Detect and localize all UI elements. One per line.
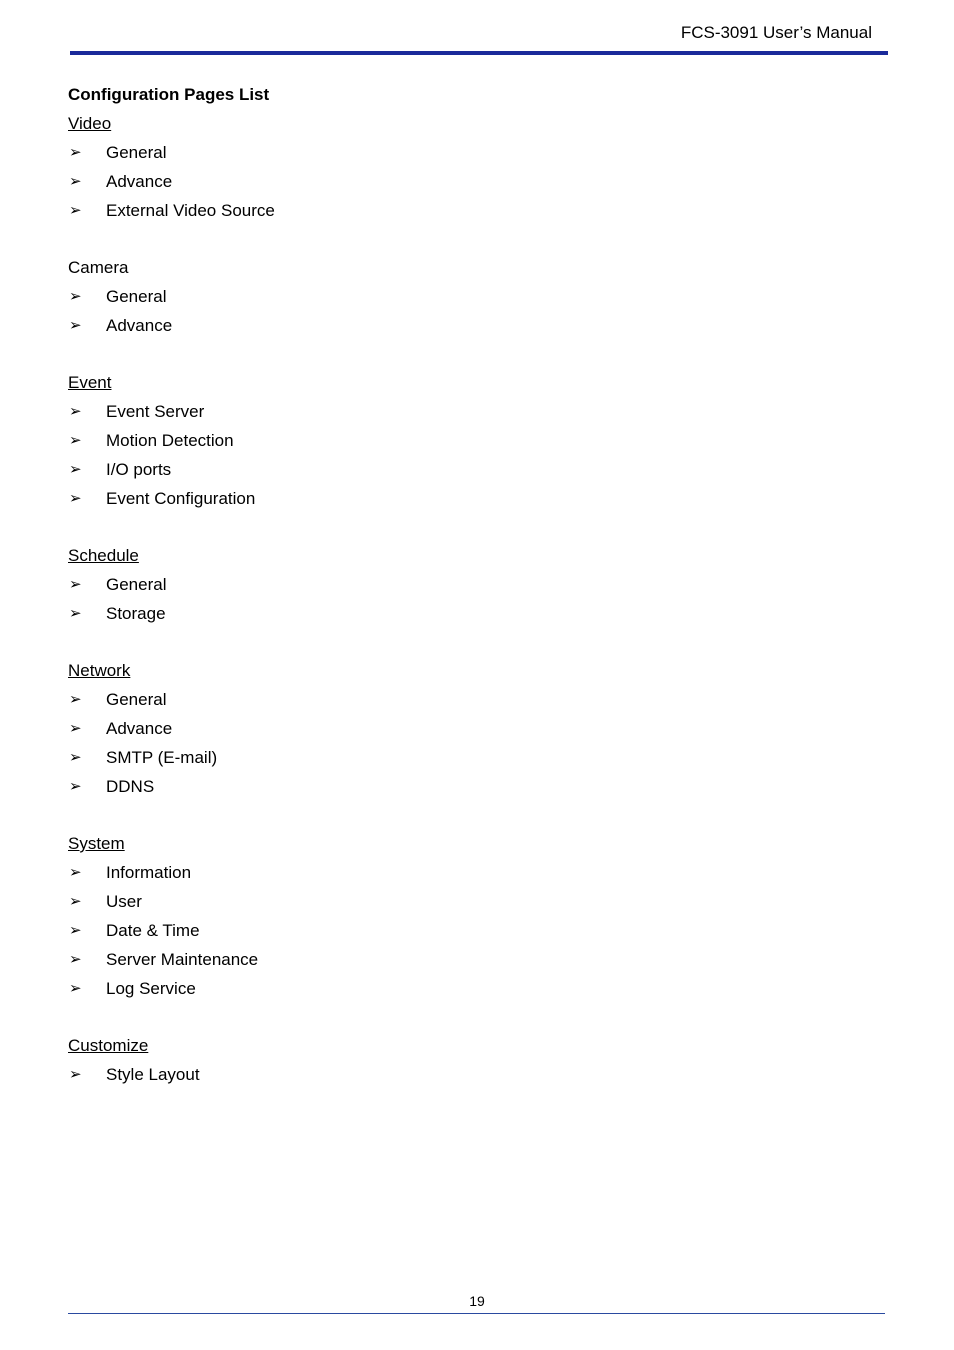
list-item — [68, 887, 868, 916]
section-list-event — [68, 397, 868, 513]
page-number: 19 — [469, 1293, 485, 1309]
section-title-camera — [68, 253, 868, 282]
list-item-label: SMTP (E-mail) — [106, 748, 218, 767]
section-list-system — [68, 858, 868, 1003]
section-title-text: Customize — [68, 1036, 149, 1055]
list-item-label: Date & Time — [106, 921, 200, 940]
section-title-customize — [68, 1031, 868, 1060]
list-item — [68, 1060, 868, 1089]
arrow-bullet-icon: ➢ — [69, 143, 82, 161]
section-gap — [68, 225, 868, 253]
section-title-system — [68, 829, 868, 858]
arrow-bullet-icon: ➢ — [69, 316, 82, 334]
section-gap — [68, 513, 868, 541]
arrow-bullet-icon: ➢ — [69, 402, 82, 420]
list-item-label: Advance — [106, 719, 173, 738]
list-item — [68, 945, 868, 974]
section-title-text: Event — [68, 373, 112, 392]
list-item — [68, 916, 868, 945]
section-gap — [68, 340, 868, 368]
list-item — [68, 397, 868, 426]
section-customize — [68, 1031, 868, 1089]
header-title: FCS-3091 User’s Manual — [680, 23, 872, 42]
list-item-label: Advance — [106, 316, 173, 335]
page-content — [68, 80, 868, 1089]
section-list-schedule — [68, 570, 868, 628]
list-item-label: General — [106, 287, 167, 306]
list-item-label: Storage — [106, 604, 166, 623]
list-item — [68, 685, 868, 714]
list-item-label: I/O ports — [106, 460, 172, 479]
list-item-label: General — [106, 143, 167, 162]
arrow-bullet-icon: ➢ — [69, 172, 82, 190]
list-item — [68, 974, 868, 1003]
list-item — [68, 138, 868, 167]
list-item — [68, 282, 868, 311]
section-gap — [68, 801, 868, 829]
list-item-label: General — [106, 575, 167, 594]
arrow-bullet-icon: ➢ — [69, 748, 82, 766]
list-item — [68, 858, 868, 887]
arrow-bullet-icon: ➢ — [69, 431, 82, 449]
section-title-text: Network — [68, 661, 131, 680]
list-item-label: Motion Detection — [106, 431, 234, 450]
section-title-schedule — [68, 541, 868, 570]
list-item — [68, 426, 868, 455]
arrow-bullet-icon: ➢ — [69, 979, 82, 997]
list-item-label: Information — [106, 863, 192, 882]
section-list-camera — [68, 282, 868, 340]
section-list-video — [68, 138, 868, 225]
arrow-bullet-icon: ➢ — [69, 863, 82, 881]
section-list-customize — [68, 1060, 868, 1089]
list-item-label: Advance — [106, 172, 173, 191]
list-item — [68, 570, 868, 599]
list-item — [68, 167, 868, 196]
footer-rule — [68, 1313, 885, 1314]
list-item — [68, 455, 868, 484]
list-item — [68, 714, 868, 743]
section-gap — [68, 1003, 868, 1031]
list-item-label: External Video Source — [106, 201, 275, 220]
section-list-network — [68, 685, 868, 801]
list-item-label: General — [106, 690, 167, 709]
arrow-bullet-icon: ➢ — [69, 287, 82, 305]
section-title-text: System — [68, 834, 125, 853]
section-camera — [68, 253, 868, 340]
list-item — [68, 772, 868, 801]
arrow-bullet-icon: ➢ — [69, 719, 82, 737]
section-video — [68, 109, 868, 225]
list-item — [68, 599, 868, 628]
arrow-bullet-icon: ➢ — [69, 489, 82, 507]
arrow-bullet-icon: ➢ — [69, 950, 82, 968]
section-title-event — [68, 368, 868, 397]
list-item-label: Server Maintenance — [106, 950, 259, 969]
section-event — [68, 368, 868, 513]
page-heading: Configuration Pages List — [68, 85, 270, 104]
list-item — [68, 196, 868, 225]
arrow-bullet-icon: ➢ — [69, 1065, 82, 1083]
list-item-label: User — [106, 892, 142, 911]
section-title-text: Video — [68, 114, 112, 133]
section-title-text: Schedule — [68, 546, 139, 565]
section-system — [68, 829, 868, 1003]
list-item-label: Log Service — [106, 979, 196, 998]
list-item-label: Event Server — [106, 402, 205, 421]
list-item-label: DDNS — [106, 777, 155, 796]
section-gap — [68, 628, 868, 656]
arrow-bullet-icon: ➢ — [69, 460, 82, 478]
arrow-bullet-icon: ➢ — [69, 921, 82, 939]
list-item-label: Style Layout — [106, 1065, 200, 1084]
arrow-bullet-icon: ➢ — [69, 201, 82, 219]
section-title-video — [68, 109, 868, 138]
list-item-label: Event Configuration — [106, 489, 256, 508]
arrow-bullet-icon: ➢ — [69, 777, 82, 795]
arrow-bullet-icon: ➢ — [69, 892, 82, 910]
section-title-text: Camera — [68, 258, 129, 277]
list-item — [68, 311, 868, 340]
arrow-bullet-icon: ➢ — [69, 604, 82, 622]
section-schedule — [68, 541, 868, 628]
section-network — [68, 656, 868, 801]
list-item — [68, 743, 868, 772]
header-rule — [70, 51, 888, 55]
arrow-bullet-icon: ➢ — [69, 690, 82, 708]
arrow-bullet-icon: ➢ — [69, 575, 82, 593]
section-title-network — [68, 656, 868, 685]
list-item — [68, 484, 868, 513]
